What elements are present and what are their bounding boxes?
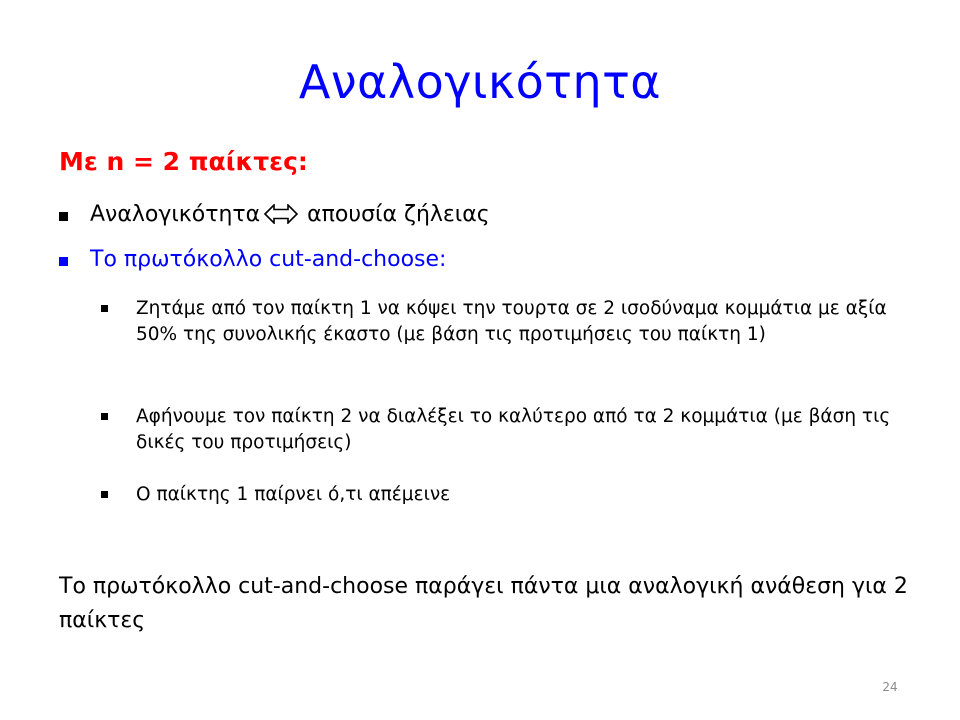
double-arrow-icon [264,204,298,224]
page-number: 24 [882,680,898,694]
slide-title: Αναλογικότητα [298,55,662,109]
square-bullet-icon [101,305,108,312]
square-bullet-icon [101,491,108,498]
bullet-text [90,202,490,228]
bullet-text-after: απουσία ζήλειας [307,202,490,227]
bullet-text: Το πρωτόκολλο cut-and-choose: [90,247,447,272]
sub-bullet-text: Αφήνουμε τον παίκτη 2 να διαλέξει το καλύτερο από τα 2 κομμάτια (με βάση τις δικές του προτιμήσεις) [136,406,891,453]
sub-bullet-step-2 [101,404,901,455]
sub-bullet-step-1 [101,296,901,347]
conclusion-text: Το πρωτόκολλο cut-and-choose παράγει πάντα μια αναλογική ανάθεση για 2 παίκτες [59,574,908,634]
square-bullet-icon [59,212,68,221]
sub-bullet-text: Ζητάμε από τον παίκτη 1 να κόψει την τουρτα σε 2 ισοδύναμα κομμάτια με αξία 50% της συνολικής έκαστο (με βάση τις προτιμήσεις του παίκτη 1) [136,298,887,345]
bullet-text-before: Αναλογικότητα [90,202,261,227]
bullet-envy-freeness [59,202,490,228]
square-bullet-icon [59,257,68,266]
sub-bullet-text: Ο παίκτης 1 παίρνει ό,τι απέμεινε [136,484,451,505]
square-bullet-icon [101,413,108,420]
slide-subtitle: Με n = 2 παίκτες: [59,147,308,176]
bullet-cut-and-choose [59,247,446,273]
sub-bullet-step-3 [101,482,901,508]
